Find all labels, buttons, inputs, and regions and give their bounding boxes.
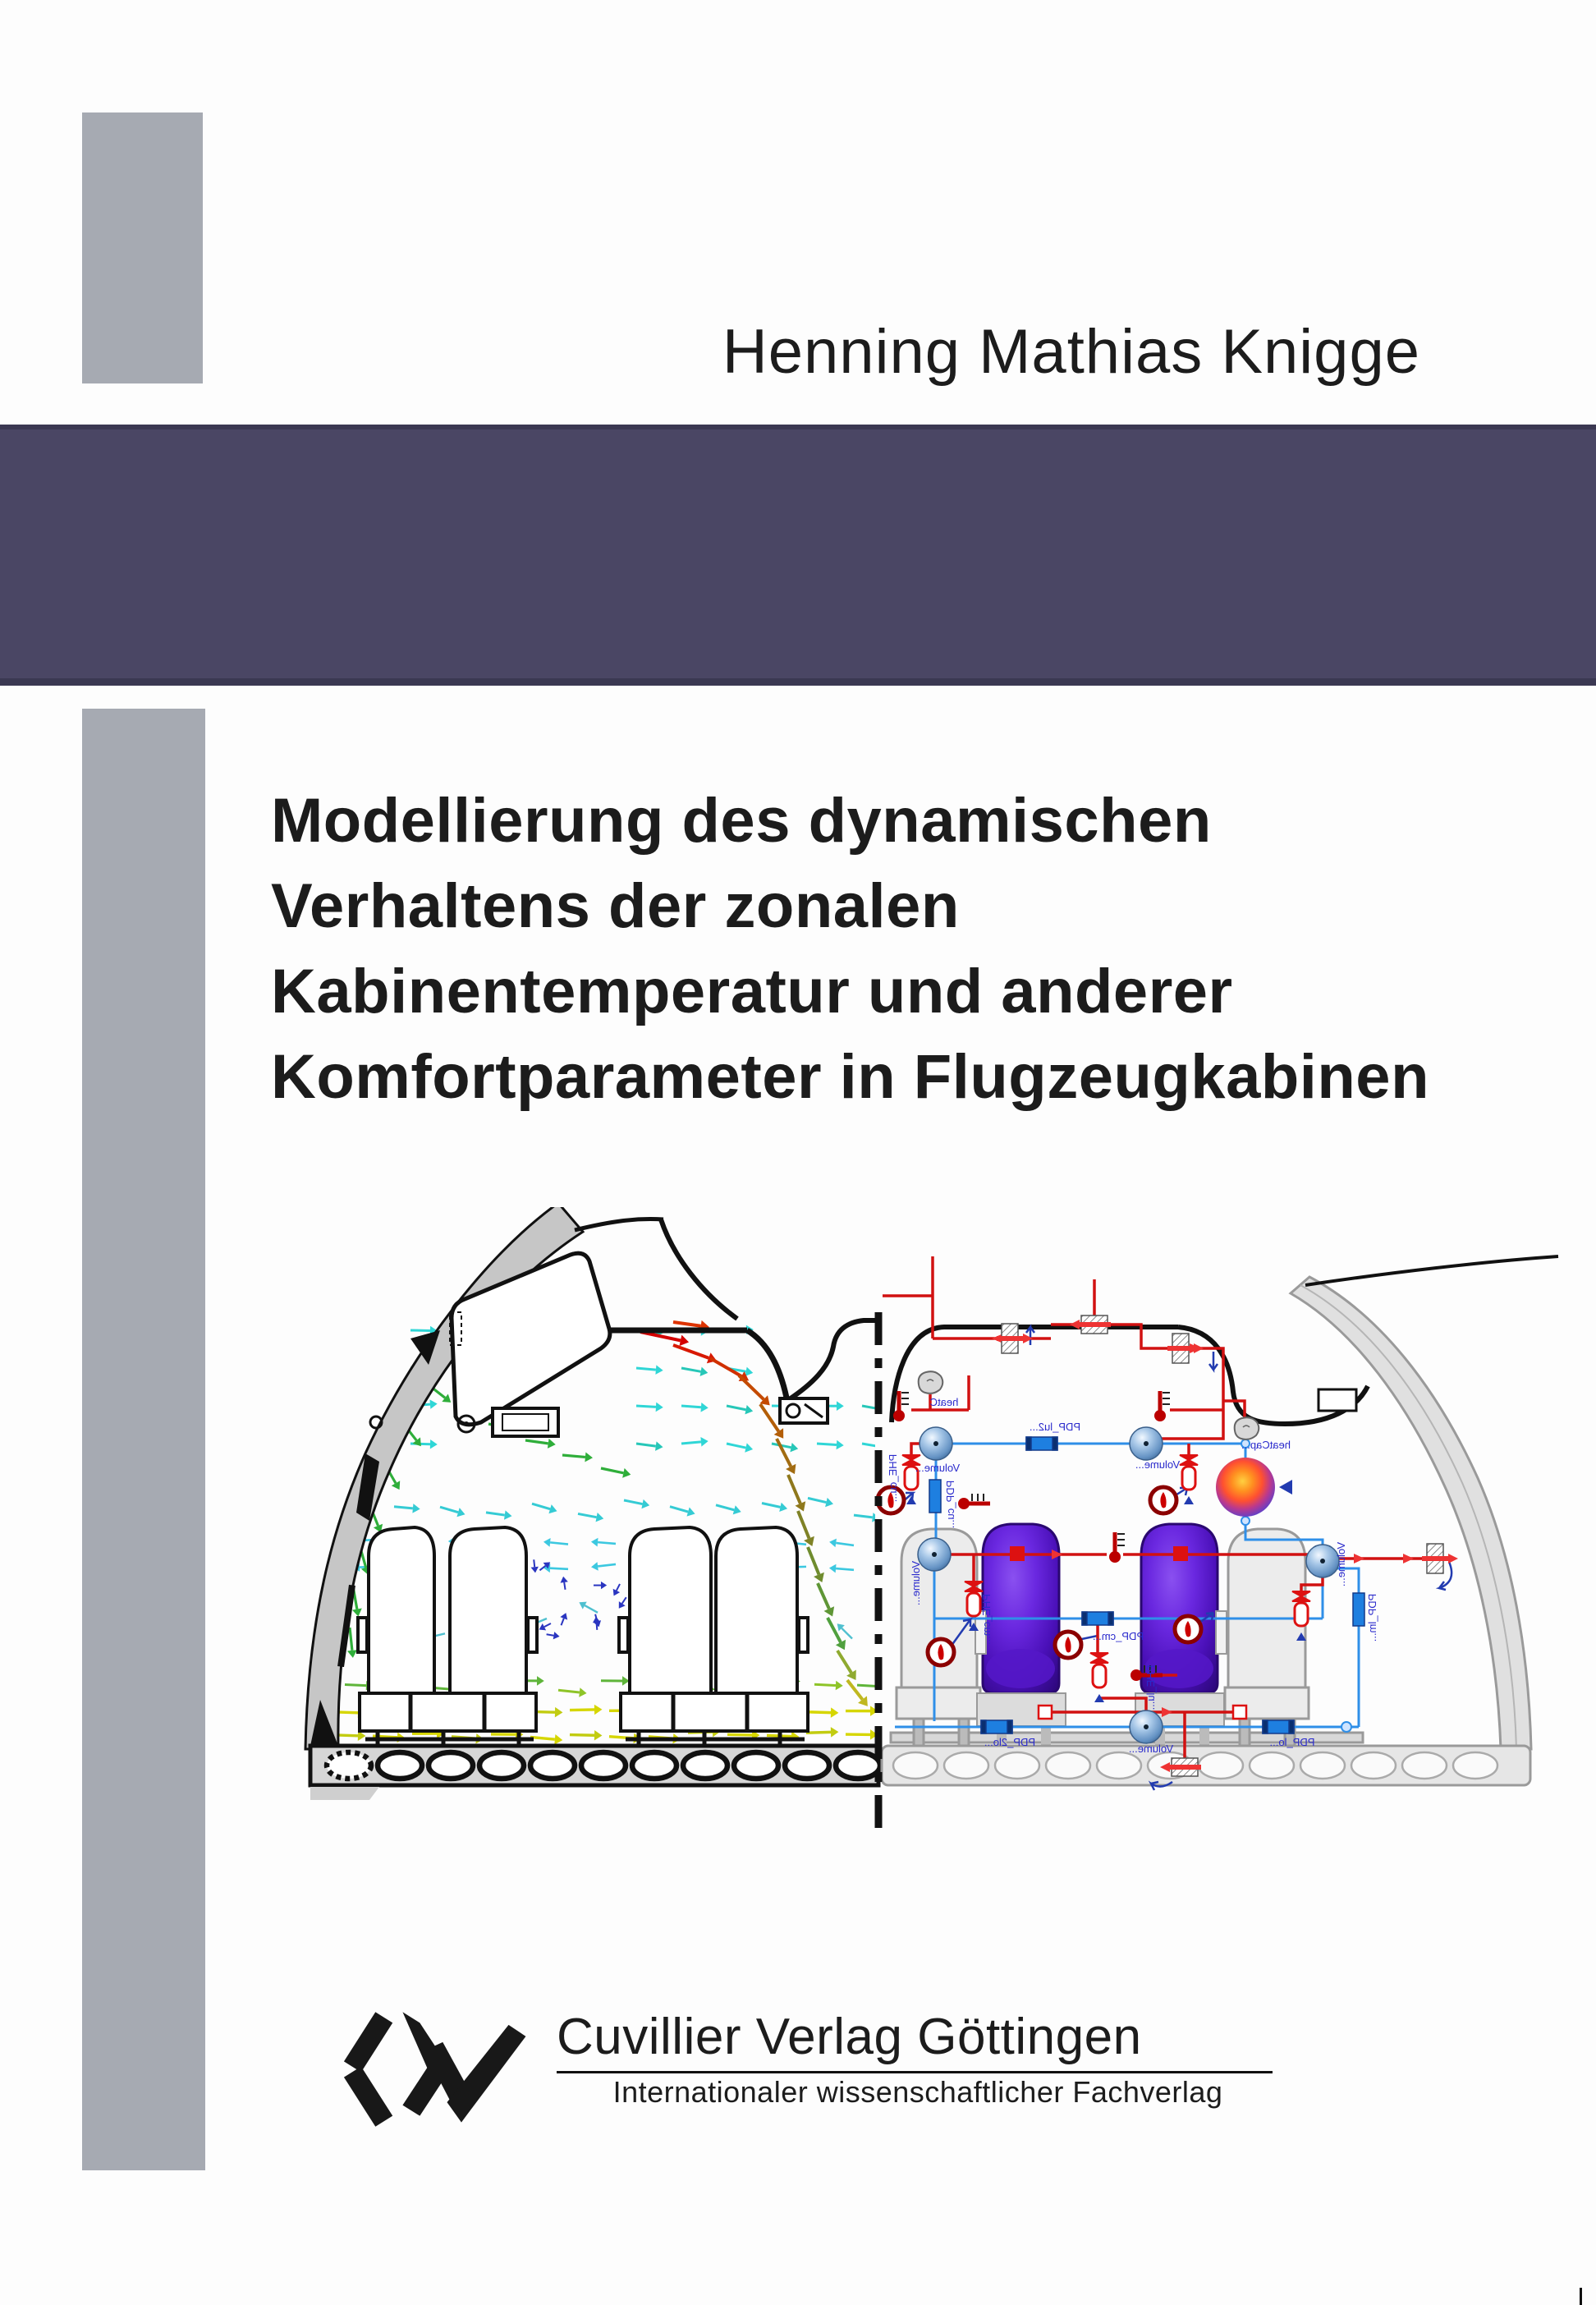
air-duct-line [661, 1219, 737, 1319]
svg-text:PDP_cu...: PDP_cu... [944, 1480, 956, 1529]
publisher-name: Cuvillier Verlag Göttingen [557, 2009, 1142, 2065]
title-line: Kabinentemperatur und anderer [271, 957, 1233, 1026]
ceiling-trim-right [892, 1256, 1558, 1424]
cuvillier-logo-mark [332, 2008, 534, 2131]
svg-text:Volume...: Volume... [1135, 1458, 1181, 1471]
bin-latch [1319, 1389, 1356, 1411]
svg-text:heatC: heatC [929, 1396, 959, 1408]
overhead-bin-right-edge [780, 1320, 878, 1423]
cabin-figure [287, 1207, 1568, 1864]
left-gray-bar [82, 709, 205, 2170]
svg-text:heatCap...: heatCap... [1241, 1439, 1291, 1451]
corner-registration-tick [1580, 2288, 1582, 2305]
top-left-gray-rectangle [82, 112, 203, 383]
title-line: Modellierung des dynamischen [271, 786, 1212, 856]
svg-text:Volume...: Volume... [1128, 1743, 1174, 1755]
svg-text:PDP_cm...: PDP_cm... [1092, 1630, 1144, 1642]
comfort-sphere [1216, 1458, 1292, 1517]
title-line: Verhaltens der zonalen [271, 871, 960, 941]
svg-text:PDP_2lo...: PDP_2lo... [984, 1736, 1036, 1748]
svg-text:PHE_lu...: PHE_lu... [1144, 1664, 1157, 1710]
model-right-half [878, 1256, 1558, 1790]
cabin-seats-outline [358, 1527, 808, 1731]
svg-text:Volume...: Volume... [1335, 1541, 1347, 1587]
svg-text:Volume...: Volume... [915, 1462, 961, 1474]
publisher-block [332, 2008, 1279, 2131]
cabin-crown-line [575, 1219, 663, 1230]
title-line: Komfortparameter in Flugzeugkabinen [271, 1042, 1429, 1112]
svg-text:PDP_lo...: PDP_lo... [1269, 1736, 1315, 1748]
floor-beam-holes-left [327, 1752, 880, 1779]
svg-text:PDP_lu2...: PDP_lu2... [1029, 1421, 1081, 1433]
cfd-left-half [305, 1207, 888, 1800]
svg-text:Volume...: Volume... [910, 1560, 922, 1606]
accent-band [0, 425, 1596, 686]
author-name: Henning Mathias Knigge [722, 317, 1420, 387]
publisher-divider-line [557, 2071, 1273, 2073]
fuselage-wall-right [1291, 1277, 1531, 1749]
belly-fairing-strip [310, 1787, 379, 1800]
svg-text:PHE_cu...: PHE_cu... [887, 1453, 899, 1503]
publisher-subtitle: Internationaler wissenschaftlicher Fachverlag [612, 2075, 1223, 2109]
svg-text:PHE_cm...: PHE_cm... [980, 1593, 993, 1646]
svg-text:PDP_lm...: PDP_lm... [1366, 1593, 1378, 1642]
title-block [271, 778, 1429, 1120]
